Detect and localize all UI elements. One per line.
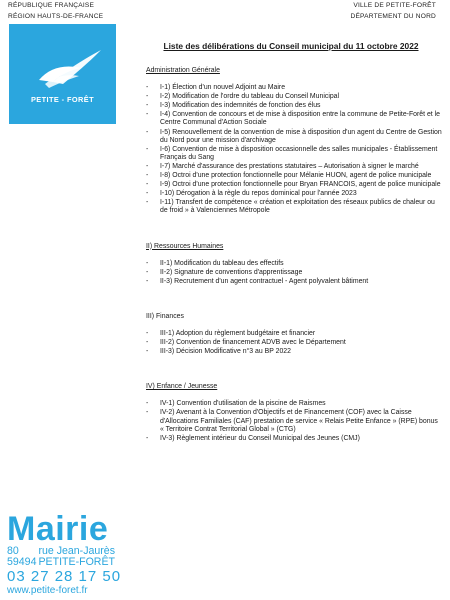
section — [140, 313, 442, 356]
list-item — [140, 269, 442, 277]
item-text: IV-1) Convention d'utilisation de la piscine de Raismes — [160, 400, 326, 408]
bullet-dash: - — [146, 102, 149, 110]
website-link[interactable]: www.petite-foret.fr — [7, 585, 88, 596]
phone-number: 03 27 28 17 50 — [7, 568, 122, 585]
item-text: I-5) Renouvellement de la convention de mise à disposition d'un agent du Centre de Gestion du Nord pour une mission d'archivage — [160, 128, 442, 144]
list-item — [140, 190, 442, 198]
list-item — [140, 278, 442, 286]
item-text: III-3) Décision Modificative n°3 au BP 2022 — [160, 348, 291, 356]
header-left — [8, 0, 103, 22]
item-text: I-2) Modification de l'ordre du tableau du Conseil Municipal — [160, 93, 340, 101]
bullet-dash: - — [146, 93, 149, 101]
item-text: I-4) Convention de concours et de mise à disposition entre la commune de Petite-Forêt et le Centre Communal d'Action Sociale — [160, 111, 440, 127]
bullet-dash: - — [146, 434, 149, 442]
logo-text: PETITE - FORÊT — [30, 95, 95, 104]
section — [140, 383, 442, 443]
item-text: I-10) Dérogation à la règle du repos dominical pour l'année 2023 — [160, 190, 357, 198]
list-item — [140, 409, 442, 433]
section — [140, 243, 442, 286]
bullet-dash: - — [146, 400, 149, 408]
bullet-dash: - — [146, 268, 149, 276]
list-item — [140, 330, 442, 338]
list-item — [140, 102, 442, 110]
list-item — [140, 339, 442, 347]
item-text: II-1) Modification du tableau des effectifs — [160, 259, 284, 267]
list-item — [140, 84, 442, 92]
item-text: I-9) Octroi d'une protection fonctionnelle pour Bryan FRANCOIS, agent de police municipale — [160, 181, 441, 189]
item-text: I-6) Convention de mise à disposition occasionnelle des salles municipales - Établissement Français du Sang — [160, 145, 438, 161]
header-country: RÉPUBLIQUE FRANÇAISE — [8, 2, 95, 9]
bullet-dash: - — [146, 111, 149, 119]
item-text: III-1) Adoption du règlement budgétaire et financier — [160, 329, 316, 337]
item-text: III-2) Convention de financement ADVB avec le Département — [160, 339, 346, 347]
item-text: II-2) Signature de conventions d'apprentissage — [160, 268, 303, 276]
bullet-dash: - — [146, 339, 149, 347]
list-item — [140, 348, 442, 356]
bullet-dash: - — [146, 181, 149, 189]
header-right — [351, 0, 437, 22]
section-title: II) Ressources Humaines — [146, 242, 224, 250]
section-title: IV) Enfance / Jeunesse — [146, 383, 218, 391]
bullet-dash: - — [146, 128, 149, 136]
header-department: DÉPARTEMENT DU NORD — [350, 13, 436, 20]
item-text: I-8) Octroi d'une protection fonctionnelle pour Mélanie HUON, agent de police municipale — [160, 172, 432, 180]
item-text: IV-2) Avenant à la Convention d'Objectifs et de Financement (COF) avec la Caisse d'Allocations Familiales (CAF) prestation de service « Relais Petite Enfance » (RPE) bonus « Territoire Contrat Territorial Global » (CTG) — [160, 409, 438, 433]
list-item — [140, 435, 442, 443]
item-text: I-1) Élection d'un nouvel Adjoint au Maire — [160, 84, 286, 92]
deliberations-document — [140, 41, 442, 470]
bullet-dash: - — [146, 84, 149, 92]
list-item — [140, 146, 442, 162]
bullet-dash: - — [146, 145, 149, 153]
item-text: IV-3) Règlement intérieur du Conseil Municipal des Jeunes (CMJ) — [160, 434, 360, 442]
address-number: 80 — [7, 545, 19, 557]
address-zip: 59494 — [7, 556, 37, 568]
section-title: III) Finances — [146, 312, 184, 320]
list-item — [140, 111, 442, 127]
document-title: Liste des délibérations du Conseil municipal du 11 octobre 2022 — [163, 41, 419, 51]
bullet-dash: - — [146, 409, 149, 417]
header-town: VILLE DE PETITE-FORÊT — [353, 2, 436, 9]
item-text: II-3) Recrutement d'un agent contractuel - Agent polyvalent bâtiment — [160, 277, 369, 285]
bird-icon — [9, 24, 116, 124]
list-item — [140, 181, 442, 189]
bullet-dash: - — [146, 277, 149, 285]
header-region: RÉGION HAUTS-DE-FRANCE — [8, 13, 104, 20]
list-item — [140, 172, 442, 180]
bullet-dash: - — [146, 348, 149, 356]
item-text: I-3) Modification des indemnités de fonction des élus — [160, 102, 321, 110]
bullet-dash: - — [146, 329, 149, 337]
item-text: I-7) Marché d'assurance des prestations statutaires – Autorisation à signer le marché — [160, 162, 419, 170]
sections-list — [140, 67, 442, 443]
list-item — [140, 163, 442, 171]
address-street: rue Jean-Jaurès — [38, 545, 115, 557]
section — [140, 67, 442, 216]
town-logo — [9, 24, 116, 124]
section-title: Administration Générale — [146, 67, 220, 74]
list-item — [140, 400, 442, 408]
bullet-dash: - — [146, 162, 149, 170]
list-item — [140, 129, 442, 145]
address-line-2 — [7, 557, 115, 568]
bullet-dash: - — [146, 259, 149, 267]
item-text: I-11) Transfert de compétence « création et exploitation des réseaux publics de chaleur ou de froid » à Valenciennes Métropole — [160, 199, 435, 215]
bullet-dash: - — [146, 172, 149, 180]
list-item — [140, 93, 442, 101]
mairie-contact-block — [7, 512, 121, 597]
address-city: PETITE-FORÊT — [38, 556, 115, 568]
list-item — [140, 199, 442, 215]
mairie-title: Mairie — [7, 510, 109, 548]
bullet-dash: - — [146, 190, 149, 198]
bullet-dash: - — [146, 199, 149, 207]
list-item — [140, 260, 442, 268]
